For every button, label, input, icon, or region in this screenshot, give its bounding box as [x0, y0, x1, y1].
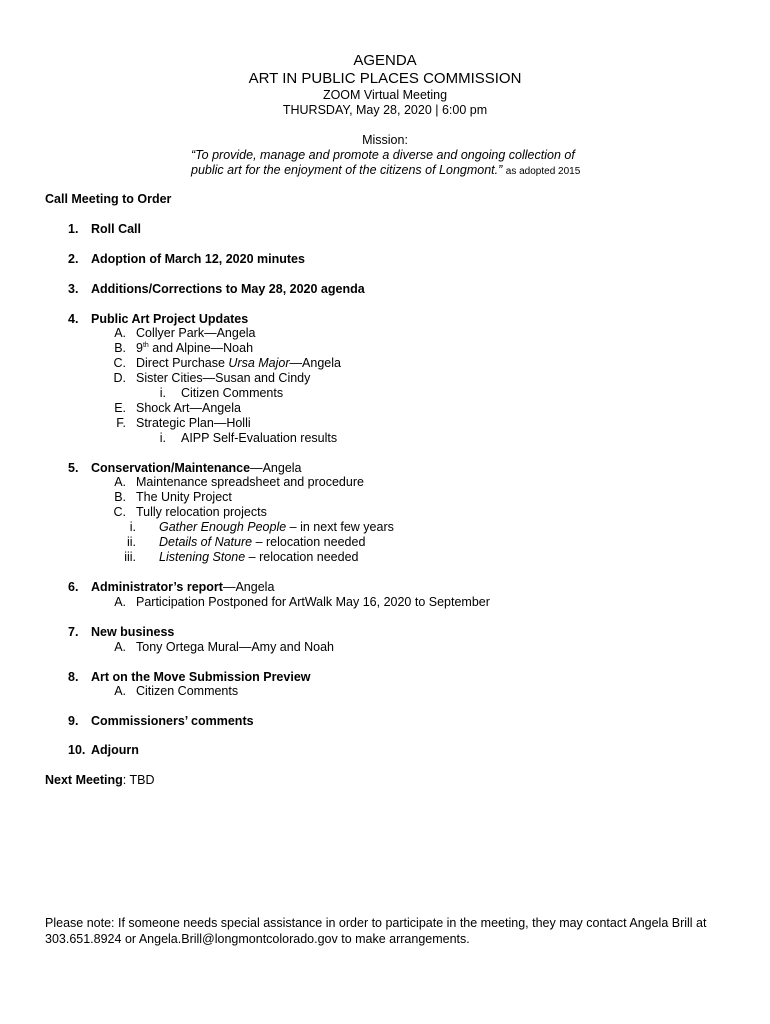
- sub-letter: A.: [114, 326, 126, 340]
- item-adjourn: Adjourn: [91, 743, 139, 757]
- item-roll-call: Roll Call: [91, 222, 142, 236]
- item-number: 1.: [68, 222, 79, 236]
- sub-letter: B.: [114, 341, 126, 355]
- sub-sub-item-text: [159, 535, 365, 550]
- item-number: 5.: [68, 461, 79, 475]
- item-number: 7.: [68, 625, 79, 639]
- item-title: Conservation/Maintenance: [91, 461, 251, 475]
- sub-sub-item-note: – relocation needed: [252, 535, 366, 549]
- item-new-business: New business: [91, 625, 175, 639]
- sub-item-suffix: —Angela: [289, 356, 341, 370]
- sub-item-text: Citizen Comments: [136, 684, 239, 698]
- item-owner: —Angela: [222, 580, 275, 594]
- next-meeting-label: Next Meeting: [45, 773, 123, 787]
- mission-label: Mission:: [362, 133, 408, 147]
- sub-item-text: [136, 341, 253, 356]
- sub-letter: A.: [114, 475, 126, 489]
- item-number: 4.: [68, 312, 79, 326]
- artwork-title: Gather Enough People: [159, 520, 287, 534]
- sub-letter: F.: [116, 416, 126, 430]
- item-title: Administrator’s report: [91, 580, 223, 594]
- item-number: 3.: [68, 282, 79, 296]
- item-adoption-minutes: Adoption of March 12, 2020 minutes: [91, 252, 305, 266]
- roman-numeral: i.: [129, 520, 136, 534]
- mission-adopted: as adopted 2015: [505, 166, 581, 177]
- sub-sub-item-note: – relocation needed: [245, 550, 359, 564]
- ordinal-number: 9: [136, 341, 143, 355]
- sub-item-text: Participation Postponed for ArtWalk May 16, 2020 to September: [136, 595, 490, 609]
- artwork-title: Ursa Major: [228, 356, 290, 370]
- sub-item-text: [136, 356, 341, 371]
- sub-letter: A.: [114, 640, 126, 654]
- meeting-type: ZOOM Virtual Meeting: [322, 88, 448, 102]
- sub-sub-item-text: AIPP Self-Evaluation results: [181, 431, 338, 445]
- next-meeting-value: : TBD: [122, 773, 155, 787]
- roman-numeral: iii.: [124, 550, 136, 564]
- item-public-art-updates: Public Art Project Updates: [91, 312, 249, 326]
- sub-letter: E.: [114, 401, 126, 415]
- roman-numeral: i.: [159, 386, 166, 400]
- sub-letter: C.: [113, 505, 126, 519]
- mission-line-1: “To provide, manage and promote a diverse and ongoing collection of: [191, 148, 575, 162]
- item-number: 10.: [68, 743, 86, 757]
- sub-sub-item-note: – in next few years: [286, 520, 394, 534]
- roman-numeral: ii.: [126, 535, 136, 549]
- sub-item-text: Shock Art—Angela: [136, 401, 241, 415]
- item-additions-corrections: Additions/Corrections to May 28, 2020 agenda: [91, 282, 365, 296]
- item-commissioners-comments: Commissioners’ comments: [91, 714, 254, 728]
- sub-item-text: Collyer Park—Angela: [136, 326, 256, 340]
- item-number: 6.: [68, 580, 79, 594]
- sub-item-text: Strategic Plan—Holli: [136, 416, 251, 430]
- sub-item-text: Tully relocation projects: [136, 505, 267, 519]
- commission-name: ART IN PUBLIC PLACES COMMISSION: [248, 70, 522, 87]
- ordinal-suffix: th: [142, 342, 149, 349]
- next-meeting: [45, 773, 155, 788]
- sub-sub-item-text: Citizen Comments: [181, 386, 284, 400]
- sub-letter: A.: [114, 684, 126, 698]
- artwork-title: Listening Stone: [159, 550, 246, 564]
- agenda-heading: AGENDA: [353, 52, 417, 69]
- item-number: 8.: [68, 670, 79, 684]
- item-conservation: [91, 461, 302, 476]
- item-administrator-report: [91, 580, 274, 595]
- sub-item-text: Sister Cities—Susan and Cindy: [136, 371, 311, 385]
- meeting-date-time: THURSDAY, May 28, 2020 | 6:00 pm: [282, 103, 488, 117]
- roman-numeral: i.: [159, 431, 166, 445]
- sub-letter: B.: [114, 490, 126, 504]
- artwork-title: Details of Nature: [159, 535, 253, 549]
- sub-item-rest: and Alpine—Noah: [148, 341, 254, 355]
- call-to-order: Call Meeting to Order: [45, 192, 172, 206]
- sub-item-text: Tony Ortega Mural—Amy and Noah: [136, 640, 335, 654]
- item-number: 9.: [68, 714, 79, 728]
- sub-item-text: The Unity Project: [136, 490, 232, 504]
- item-art-on-the-move: Art on the Move Submission Preview: [91, 670, 311, 684]
- sub-letter: A.: [114, 595, 126, 609]
- footer-note: Please note: If someone needs special assistance in order to participate in the meeting, they may contact Angela Brill at 303.651.8924 or Angela.Brill@longmontcolorado.gov to make arrangements.: [45, 916, 707, 946]
- sub-sub-item-text: [159, 520, 394, 535]
- sub-letter: D.: [113, 371, 126, 385]
- item-number: 2.: [68, 252, 79, 266]
- mission-line-2: [191, 163, 580, 179]
- sub-item-text: Maintenance spreadsheet and procedure: [136, 475, 364, 489]
- sub-sub-item-text: [159, 550, 358, 565]
- item-owner: —Angela: [250, 461, 302, 475]
- sub-letter: C.: [113, 356, 126, 370]
- mission-line-2-text: public art for the enjoyment of the citizens of Longmont.”: [191, 163, 503, 177]
- sub-item-prefix: Direct Purchase: [136, 356, 229, 370]
